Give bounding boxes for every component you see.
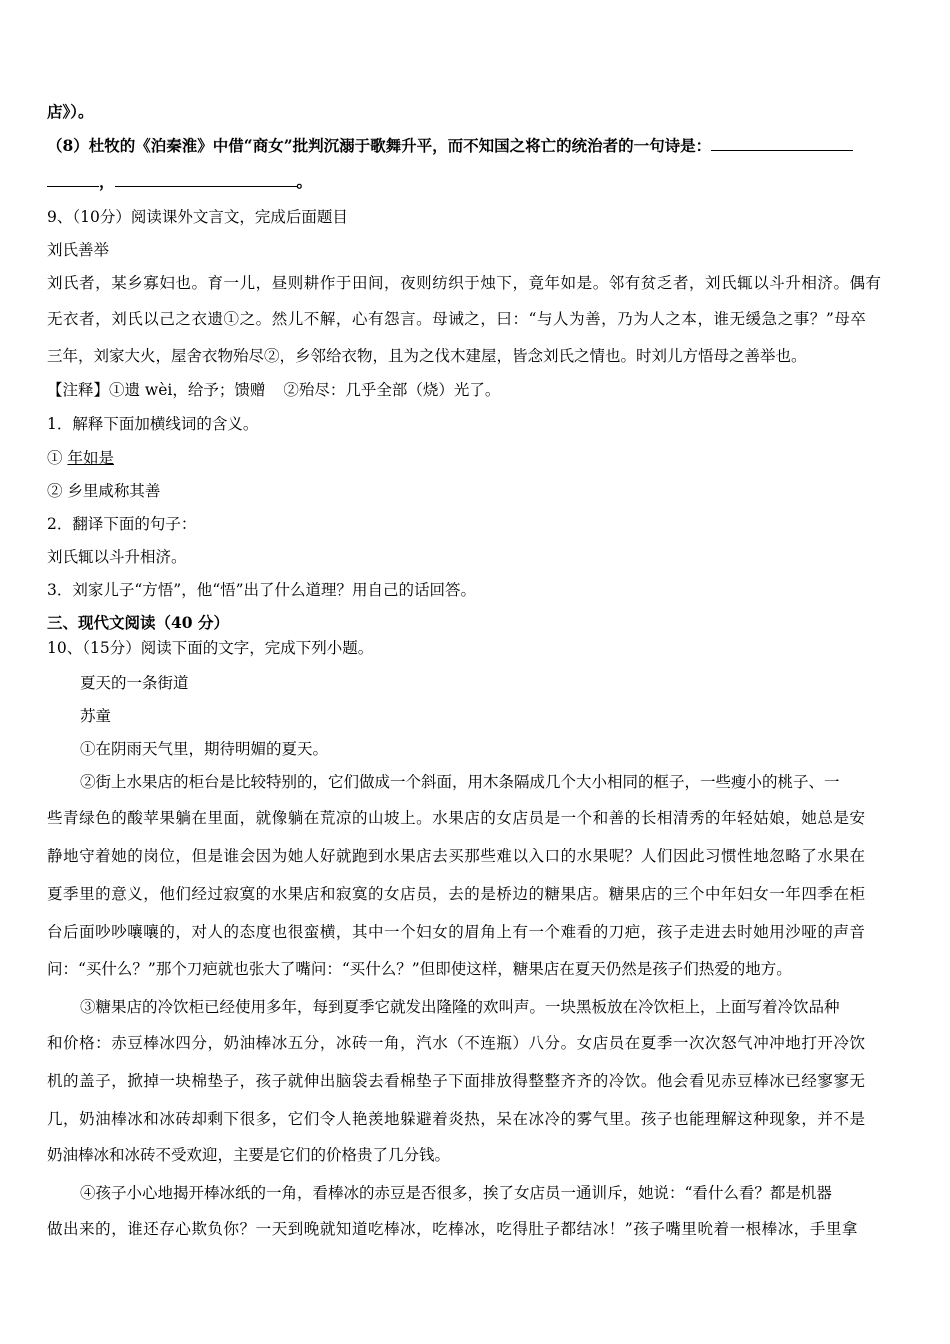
- q9-sub3: 3．刘家儿子“方悟”，他“悟”出了什么道理？用自己的话回答。: [47, 581, 477, 599]
- note-b: ②殆尽：几乎全部（烧）光了。: [283, 381, 501, 399]
- q9-sub2: 2．翻译下面的句子：: [47, 515, 197, 533]
- q8-prompt: [47, 136, 853, 156]
- q9-notes: [47, 380, 500, 400]
- q9-title: 刘氏善举: [47, 241, 110, 259]
- paragraph-3-line: ③糖果店的冷饮柜已经使用多年，每到夏季它就发出隆隆的欢叫声。一块黑板放在冷饮柜上，上面写着冷饮品种: [80, 998, 840, 1016]
- q8-tail: 店》）。: [47, 102, 94, 121]
- q8-prefix: （8）杜牧的《泊秦淮》中借“商女”批判沉溺于歌舞升平，而不知国之将亡的统治者的一句诗是：: [47, 136, 712, 155]
- paragraph-2-line: 台后面吵吵嚷嚷的，对人的态度也很蛮横，其中一个妇女的眉角上有一个难看的刀疤，孩子走进去时她用沙哑的声音: [47, 923, 866, 941]
- q8-blanks-line: ， 。: [47, 172, 312, 192]
- paragraph-1: ①在阴雨天气里，期待明媚的夏天。: [80, 740, 329, 758]
- q9-header: 9、（10分）阅读课外文言文，完成后面题目: [47, 208, 348, 226]
- answer-blank-3[interactable]: [115, 172, 297, 187]
- paragraph-3-line: 机的盖子，掀掉一块棉垫子，孩子就伸出脑袋去看棉垫子下面排放得整整齐齐的冷饮。他会看见赤豆棒冰已经寥寥无: [47, 1072, 866, 1090]
- paragraph-2-line: 静地守着她的岗位，但是谁会因为她人好就跑到水果店去买那些难以入口的水果呢？人们因此习惯性地忽略了水果在: [47, 847, 866, 865]
- q9-passage-line: 刘氏者，某乡寡妇也。育一儿，昼则耕作于田间，夜则纺织于烛下，竟年如是。邻有贫乏者，刘氏辄以斗升相济。偶有: [47, 274, 882, 292]
- q9-sub1: 1．解释下面加横线词的含义。: [47, 415, 259, 433]
- underlined-term: 年如是: [67, 449, 114, 467]
- q10-header: 10、（15分）阅读下面的文字，完成下列小题。: [47, 639, 374, 657]
- q9-sub2-sentence: 刘氏辄以斗升相济。: [47, 548, 187, 566]
- article-title: 夏天的一条街道: [80, 674, 189, 692]
- paragraph-3-line: 几，奶油棒冰和冰砖却剩下很多，它们令人艳羡地躲避着炎热，呆在冰冷的雾气里。孩子也能理解这种现象，并不是: [47, 1110, 866, 1128]
- q9-passage-line: 无衣者，刘氏以己之衣遗①之。然儿不解，心有怨言。母诫之，曰：“与人为善，乃为人之本，谁无缓急之事？”母卒: [47, 310, 867, 328]
- answer-blank-2[interactable]: [47, 172, 99, 187]
- paragraph-2-line: 夏季里的意义，他们经过寂寞的水果店和寂寞的女店员，去的是桥边的糖果店。糖果店的三个中年妇女一年四季在柜: [47, 885, 866, 903]
- paragraph-2-line: 问：“买什么？”那个刀疤就也张大了嘴问：“买什么？”但即使这样，糖果店在夏天仍然是孩子们热爱的地方。: [47, 960, 792, 978]
- paragraph-4-line: 做出来的，谁还存心欺负你？一天到晚就知道吃棒冰，吃棒冰，吃得肚子都结冰！”孩子嘴里吮着一根棒冰，手里拿: [47, 1220, 858, 1238]
- paragraph-3-line: 奶油棒冰和冰砖不受欢迎，主要是它们的价格贵了几分钱。: [47, 1146, 451, 1164]
- paragraph-2-line: ②街上水果店的柜台是比较特别的，它们做成一个斜面，用木条隔成几个大小相同的框子，一些瘦小的桃子、一: [80, 773, 840, 791]
- section-heading: 三、现代文阅读（40 分）: [47, 613, 229, 632]
- paragraph-2-line: 些青绿色的酸苹果躺在里面，就像躺在荒凉的山坡上。水果店的女店员是一个和善的长相清秀的年轻姑娘，她总是安: [47, 809, 866, 827]
- article-author: 苏童: [80, 707, 112, 725]
- note-a: 【注释】①遗 wèi，给予；馈赠: [47, 381, 266, 399]
- q9-sub1-b: ② 乡里咸称其善: [47, 482, 161, 500]
- q9-passage-line: 三年，刘家大火，屋舍衣物殆尽②，乡邻给衣物，且为之伐木建屋，皆念刘氏之情也。时刘儿方悟母之善举也。: [47, 347, 807, 365]
- paragraph-3-line: 和价格：赤豆棒冰四分，奶油棒冰五分，冰砖一角，汽水（不连瓶）八分。女店员在夏季一次次怒气冲冲地打开冷饮: [47, 1034, 866, 1052]
- paragraph-4-line: ④孩子小心地揭开棒冰纸的一角，看棒冰的赤豆是否很多，挨了女店员一通训斥，她说：“看什么看？都是机器: [80, 1184, 832, 1202]
- answer-blank-1[interactable]: [711, 136, 853, 151]
- q9-sub1-a: ① 年如是: [47, 449, 114, 467]
